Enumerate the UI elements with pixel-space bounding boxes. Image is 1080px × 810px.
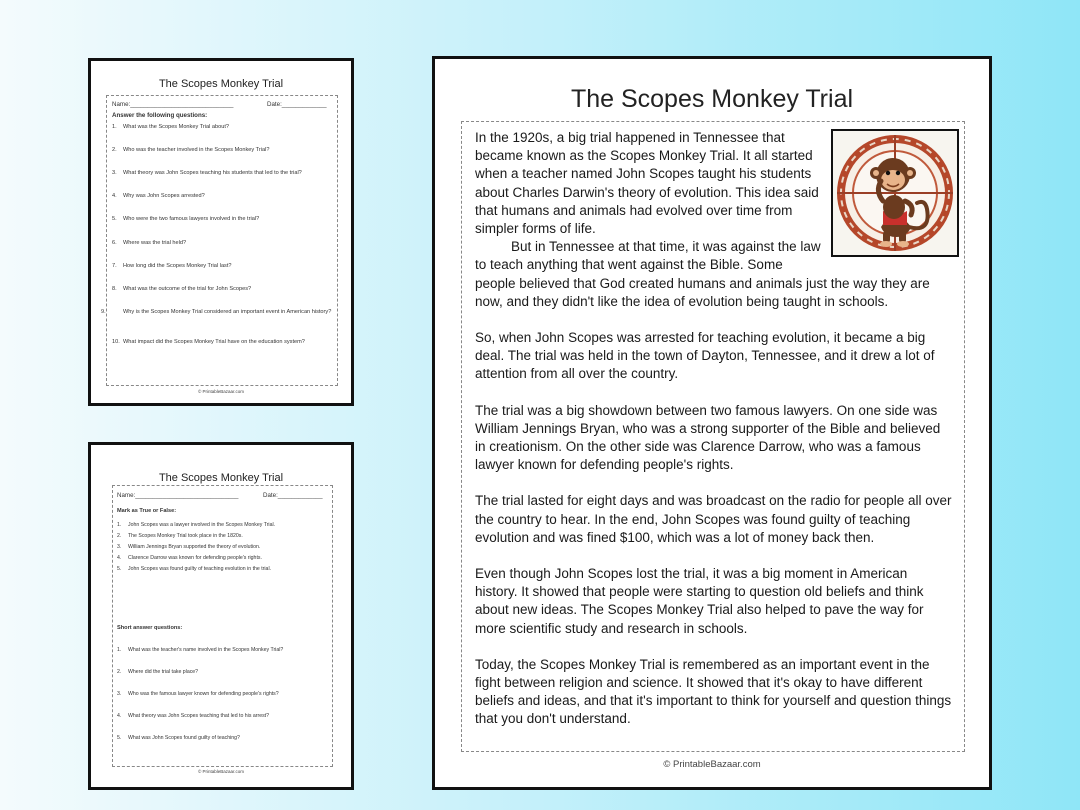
question-item: 10. What impact did the Scopes Monkey Trial have on the education system? — [112, 339, 305, 345]
name-field-label: Name:______________________________ — [117, 492, 239, 499]
true-false-item: 5. John Scopes was found guilty of teaching evolution in the trial. — [117, 566, 272, 572]
worksheet-title: The Scopes Monkey Trial — [158, 78, 284, 90]
passage-paragraph: The trial lasted for eight days and was broadcast on the radio for people all over the country to hear. In the end, John Scopes was found guilty of teaching evolution and was fined $100, which was a lot of money back then. — [475, 493, 952, 545]
passage-title: The Scopes Monkey Trial — [570, 85, 854, 113]
instructions-heading: Answer the following questions: — [112, 112, 208, 119]
worksheet-border — [101, 95, 338, 386]
true-false-heading: Mark as True or False: — [117, 508, 177, 514]
passage-paragraph: So, when John Scopes was arrested for teaching evolution, it became a big deal. The trial was held in the town of Dayton, Tennessee, and it drew a lot of attention from all over the country. — [475, 330, 935, 382]
short-answer-item: 1. What was the teacher's name involved in the Scopes Monkey Trial? — [117, 647, 284, 653]
short-answer-item: 4. What theory was John Scopes teaching that led to his arrest? — [117, 713, 270, 719]
question-item: 1. What was the Scopes Monkey Trial about? — [112, 124, 230, 130]
true-false-item: 2. The Scopes Monkey Trial took place in the 1820s. — [117, 533, 243, 539]
question-item: 7. How long did the Scopes Monkey Trial last? — [112, 263, 232, 269]
question-item: 9. Why is the Scopes Monkey Trial considered an important event in American history? — [101, 309, 332, 315]
reading-passage-sheet — [432, 56, 992, 790]
true-false-item: 1. John Scopes was a lawyer involved in the Scopes Monkey Trial. — [117, 522, 276, 528]
short-answer-item: 3. Who was the famous lawyer known for defending people's rights? — [117, 691, 279, 697]
short-answer-item: 2. Where did the trial take place? — [117, 669, 199, 675]
passage-paragraph: Even though John Scopes lost the trial, it was a big moment in American history. It showed that people were starting to question old beliefs and think about new ideas. The Scopes Monkey Trial also helped to pave the way for more scientific study and research in schools. — [475, 566, 924, 636]
name-field-label: Name:______________________________ — [112, 101, 234, 108]
copyright-footer: © PrintableBazaar.com — [197, 389, 245, 394]
question-item: 5. Who were the two famous lawyers involved in the trial? — [112, 216, 260, 222]
true-false-item: 4. Clarence Darrow was known for defending people's rights. — [117, 555, 262, 561]
worksheet-questions-preview — [88, 58, 354, 406]
passage-body — [475, 129, 953, 747]
worksheet-title: The Scopes Monkey Trial — [158, 472, 284, 484]
date-field-label: Date:_____________ — [267, 101, 327, 108]
copyright-footer: © PrintableBazaar.com — [197, 769, 245, 774]
passage-paragraph: But in Tennessee at that time, it was against the law to teach anything that went against the Bible. Some people believed that God created humans and animals just the way they are now, and they didn't like the idea of evolution being taught in schools. — [475, 239, 930, 309]
question-item: 3. What theory was John Scopes teaching his students that led to the trial? — [112, 170, 302, 176]
copyright-footer: © PrintableBazaar.com — [663, 759, 761, 770]
monkey-target-illustration — [831, 129, 959, 257]
passage-paragraph: In the 1920s, a big trial happened in Tennessee that became known as the Scopes Monkey Trial. It all started when a teacher named John Scopes taught his students about Charles Darwin's theory of evolution. This idea said that humans and animals had evolved over time from simpler forms of life. — [475, 130, 819, 237]
monkey-icon — [833, 131, 957, 255]
question-item: 2. Who was the teacher involved in the Scopes Monkey Trial? — [112, 147, 270, 153]
date-field-label: Date:_____________ — [263, 492, 323, 499]
worksheet-border — [112, 485, 333, 767]
true-false-item: 3. William Jennings Bryan supported the theory of evolution. — [117, 544, 261, 550]
passage-paragraph: The trial was a big showdown between two famous lawyers. On one side was William Jennings Bryan, who was a strong supporter of the Bible and believed in creationism. On the other side was Clarence Darrow, who was a famous lawyer known for defending people's rights. — [475, 402, 941, 473]
worksheet-true-false-preview — [88, 442, 354, 790]
passage-paragraph: Today, the Scopes Monkey Trial is remembered as an important event in the fight between religion and science. It showed that it's okay to have different beliefs and ideas, and that it's important to think for yourself and question things that you don't understand. — [475, 656, 952, 727]
short-answer-heading: Short answer questions: — [117, 625, 183, 631]
question-item: 6. Where was the trial held? — [112, 240, 187, 246]
question-item: 4. Why was John Scopes arrested? — [112, 193, 205, 199]
short-answer-item: 5. What was John Scopes found guilty of teaching? — [117, 735, 240, 741]
question-item: 8. What was the outcome of the trial for John Scopes? — [112, 286, 252, 292]
